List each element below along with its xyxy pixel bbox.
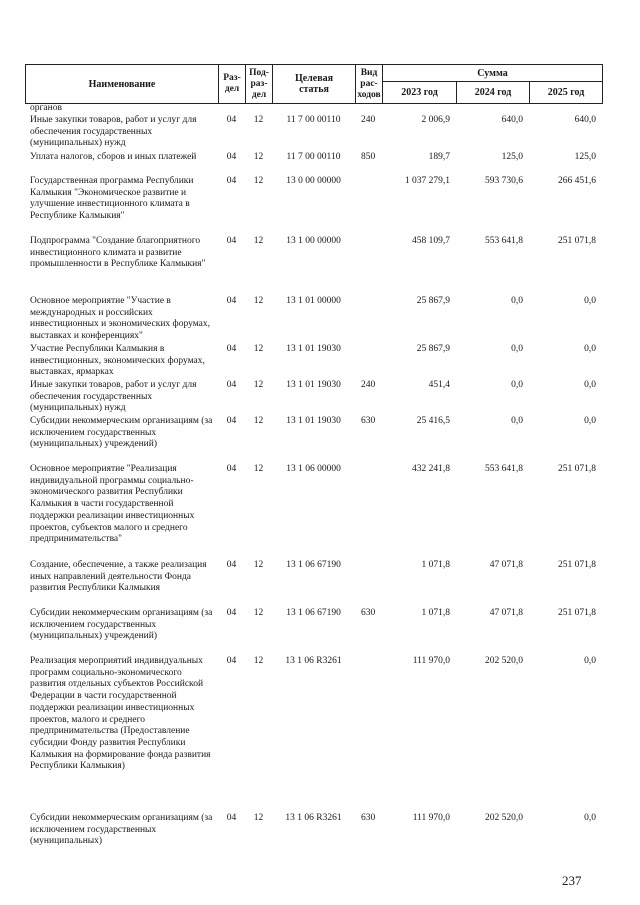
header-celevaya-statya: Целевая статья <box>273 65 356 104</box>
row-sum-2024: 593 730,6 <box>485 176 523 186</box>
row-vid-rashodov <box>355 176 382 236</box>
row-celevaya-statya: 13 1 06 67190 <box>286 560 341 570</box>
row-sum-2023: 1 071,8 <box>421 608 450 618</box>
row-celevaya-statya: 13 1 01 19030 <box>286 344 341 354</box>
row-podrazdel: 12 <box>253 344 264 354</box>
row-celevaya-statya: 13 1 06 R3261 <box>285 656 342 666</box>
table-row <box>25 416 602 464</box>
row-vid-rashodov <box>355 103 382 115</box>
page-number: 237 <box>562 873 582 888</box>
header-vid-rashodov: Вид рас- ходов <box>356 65 383 104</box>
row-razdel: 04 <box>226 344 237 354</box>
row-podrazdel: 12 <box>253 416 264 426</box>
row-razdel: 04 <box>226 813 237 823</box>
row-sum-2023: 1 071,8 <box>421 560 450 570</box>
row-razdel: 04 <box>226 560 237 570</box>
row-sum-2024: 47 071,8 <box>489 560 523 570</box>
row-vid-rashodov: 630 <box>361 416 376 426</box>
row-name: органов <box>30 103 62 113</box>
row-name: Реализация мероприятий индивидуальных программ социально-экономического развития отдельных субъектов Российской Федерации в части государственной поддержки реализации инвестиционных проектов, малого и среднего предпринимательства (Предоставление субсидии Фонду развития Республики Калмыкия на формирование фонда развития Республики Калмыкия) <box>30 656 211 772</box>
row-sum-2024: 202 520,0 <box>485 813 523 823</box>
row-razdel: 04 <box>226 236 237 246</box>
row-name: Основное мероприятие "Реализация индивидуальной программы социально-экономического развития Республики Калмыкия в части государственной поддержки реализации инвестиционных проектов, субъектов малого и среднего предпринимательства" <box>30 464 195 545</box>
header-razdel: Раз- дел <box>219 65 246 104</box>
row-vid-rashodov <box>355 464 382 560</box>
header-year-2025: 2025 год <box>530 82 603 104</box>
row-sum-2023 <box>382 103 456 115</box>
row-sum-2023: 458 109,7 <box>412 236 450 246</box>
table-row <box>25 296 602 344</box>
row-name: Субсидии некоммерческим организациям (за исключением государственных (муниципальных) <box>30 813 213 847</box>
row-name: Иные закупки товаров, работ и услуг для обеспечения государственных (муниципальных) нужд <box>30 380 197 414</box>
header-year-2024: 2024 год <box>457 82 530 104</box>
row-sum-2023: 2 006,9 <box>421 115 450 125</box>
table-header <box>25 64 603 104</box>
table-row <box>25 380 602 416</box>
row-sum-2024: 125,0 <box>501 152 523 162</box>
row-sum-2023: 25 867,9 <box>416 296 450 306</box>
row-podrazdel: 12 <box>253 296 264 306</box>
row-sum-2023: 1 037 279,1 <box>404 176 450 186</box>
row-celevaya-statya: 13 1 06 67190 <box>286 608 341 618</box>
row-sum-2024: 0,0 <box>511 416 523 426</box>
row-celevaya-statya: 13 1 01 00000 <box>286 296 341 306</box>
row-sum-2024: 0,0 <box>511 296 523 306</box>
row-celevaya-statya: 13 0 00 00000 <box>286 176 341 186</box>
table-row <box>25 344 602 380</box>
row-razdel: 04 <box>226 608 237 618</box>
row-sum-2025: 251 071,8 <box>558 560 596 570</box>
row-razdel: 04 <box>226 380 237 390</box>
row-celevaya-statya: 13 1 01 19030 <box>286 380 341 390</box>
row-vid-rashodov: 240 <box>361 380 376 390</box>
row-vid-rashodov <box>355 296 382 344</box>
row-sum-2024 <box>456 103 529 115</box>
row-podrazdel: 12 <box>253 813 264 823</box>
row-sum-2024: 640,0 <box>501 115 523 125</box>
table-row <box>25 656 602 813</box>
row-name: Создание, обеспечение, а также реализация иных направлений деятельности Фонда развития Республики Калмыкия <box>30 560 207 594</box>
row-celevaya-statya: 13 1 06 00000 <box>286 464 341 474</box>
row-celevaya-statya: 11 7 00 00110 <box>286 115 341 125</box>
row-sum-2025: 0,0 <box>584 416 596 426</box>
row-podrazdel: 12 <box>253 656 264 666</box>
row-vid-rashodov <box>355 236 382 296</box>
row-sum-2023: 25 416,5 <box>416 416 450 426</box>
header-summa: Сумма <box>383 65 603 82</box>
table-row <box>25 236 602 296</box>
row-podrazdel: 12 <box>253 464 264 474</box>
row-podrazdel: 12 <box>253 236 264 246</box>
row-vid-rashodov: 630 <box>361 608 376 618</box>
row-razdel: 04 <box>226 464 237 474</box>
row-vid-rashodov: 240 <box>361 115 376 125</box>
row-celevaya-statya: 13 1 00 00000 <box>286 236 341 246</box>
row-vid-rashodov <box>355 560 382 608</box>
row-sum-2024: 0,0 <box>511 380 523 390</box>
row-vid-rashodov <box>355 656 382 813</box>
row-name: Участие Республики Калмыкия в инвестиционных, экономических форумах, выставках, ярмарках <box>30 344 205 378</box>
row-celevaya-statya: 13 1 06 R3261 <box>285 813 342 823</box>
row-name: Субсидии некоммерческим организациям (за исключением государственных (муниципальных) учреждений) <box>30 416 213 450</box>
row-razdel: 04 <box>226 176 237 186</box>
row-sum-2023: 432 241,8 <box>412 464 450 474</box>
row-razdel: 04 <box>226 656 237 666</box>
row-podrazdel: 12 <box>253 608 264 618</box>
row-sum-2025: 0,0 <box>584 813 596 823</box>
table-row <box>25 115 602 152</box>
header-name: Наименование <box>26 65 219 104</box>
row-sum-2024: 202 520,0 <box>485 656 523 666</box>
table-row <box>25 152 602 176</box>
row-sum-2023: 111 970,0 <box>412 813 450 823</box>
row-sum-2025 <box>529 103 602 115</box>
row-name: Субсидии некоммерческим организациям (за исключением государственных (муниципальных) учреждений) <box>30 608 213 642</box>
row-razdel: 04 <box>226 115 237 125</box>
table-row <box>25 176 602 236</box>
table-row <box>25 608 602 656</box>
row-sum-2023: 25 867,9 <box>416 344 450 354</box>
row-name: Подпрограмма "Создание благоприятного инвестиционного климата и развитие промышленности в Республике Калмыкия" <box>30 236 206 270</box>
row-razdel: 04 <box>226 416 237 426</box>
row-podrazdel: 12 <box>253 115 264 125</box>
row-name: Государственная программа Республики Калмыкия "Экономическое развитие и улучшение инвестиционного климата в Республике Калмыкия" <box>30 176 194 222</box>
row-sum-2025: 0,0 <box>584 656 596 666</box>
row-sum-2024: 0,0 <box>511 344 523 354</box>
table-row <box>25 813 602 849</box>
row-podrazdel: 12 <box>253 380 264 390</box>
row-sum-2025: 0,0 <box>584 380 596 390</box>
row-vid-rashodov: 850 <box>361 152 376 162</box>
row-razdel: 04 <box>226 296 237 306</box>
row-name: Основное мероприятие "Участие в международных и российских инвестиционных и экономических форумах, выставках и конференциях" <box>30 296 210 342</box>
row-name: Иные закупки товаров, работ и услуг для обеспечения государственных (муниципальных) нужд <box>30 115 197 149</box>
row-razdel: 04 <box>226 152 237 162</box>
row-sum-2025: 0,0 <box>584 344 596 354</box>
row-sum-2024: 553 641,8 <box>485 464 523 474</box>
header-year-2023: 2023 год <box>383 82 457 104</box>
row-podrazdel: 12 <box>253 152 264 162</box>
row-podrazdel: 12 <box>253 176 264 186</box>
row-vid-rashodov: 630 <box>361 813 376 823</box>
row-sum-2023: 189,7 <box>428 152 450 162</box>
row-sum-2025: 640,0 <box>574 115 596 125</box>
row-sum-2025: 251 071,8 <box>558 608 596 618</box>
row-vid-rashodov <box>355 344 382 380</box>
table-row <box>25 464 602 560</box>
row-sum-2025: 251 071,8 <box>558 464 596 474</box>
table-row <box>25 103 602 115</box>
row-podrazdel: 12 <box>253 560 264 570</box>
row-celevaya-statya <box>272 103 355 115</box>
header-podrazdel: Под- раз- дел <box>246 65 273 104</box>
row-sum-2025: 0,0 <box>584 296 596 306</box>
row-sum-2023: 451,4 <box>428 380 450 390</box>
row-podrazdel <box>245 103 272 115</box>
row-celevaya-statya: 13 1 01 19030 <box>286 416 341 426</box>
row-name: Уплата налогов, сборов и иных платежей <box>30 152 197 162</box>
table-row <box>25 560 602 608</box>
row-sum-2024: 553 641,8 <box>485 236 523 246</box>
row-razdel <box>218 103 245 115</box>
row-sum-2025: 251 071,8 <box>558 236 596 246</box>
row-celevaya-statya: 11 7 00 00110 <box>286 152 341 162</box>
row-sum-2024: 47 071,8 <box>489 608 523 618</box>
row-sum-2025: 266 451,6 <box>558 176 596 186</box>
budget-table <box>25 103 602 849</box>
row-sum-2025: 125,0 <box>574 152 596 162</box>
row-sum-2023: 111 970,0 <box>412 656 450 666</box>
